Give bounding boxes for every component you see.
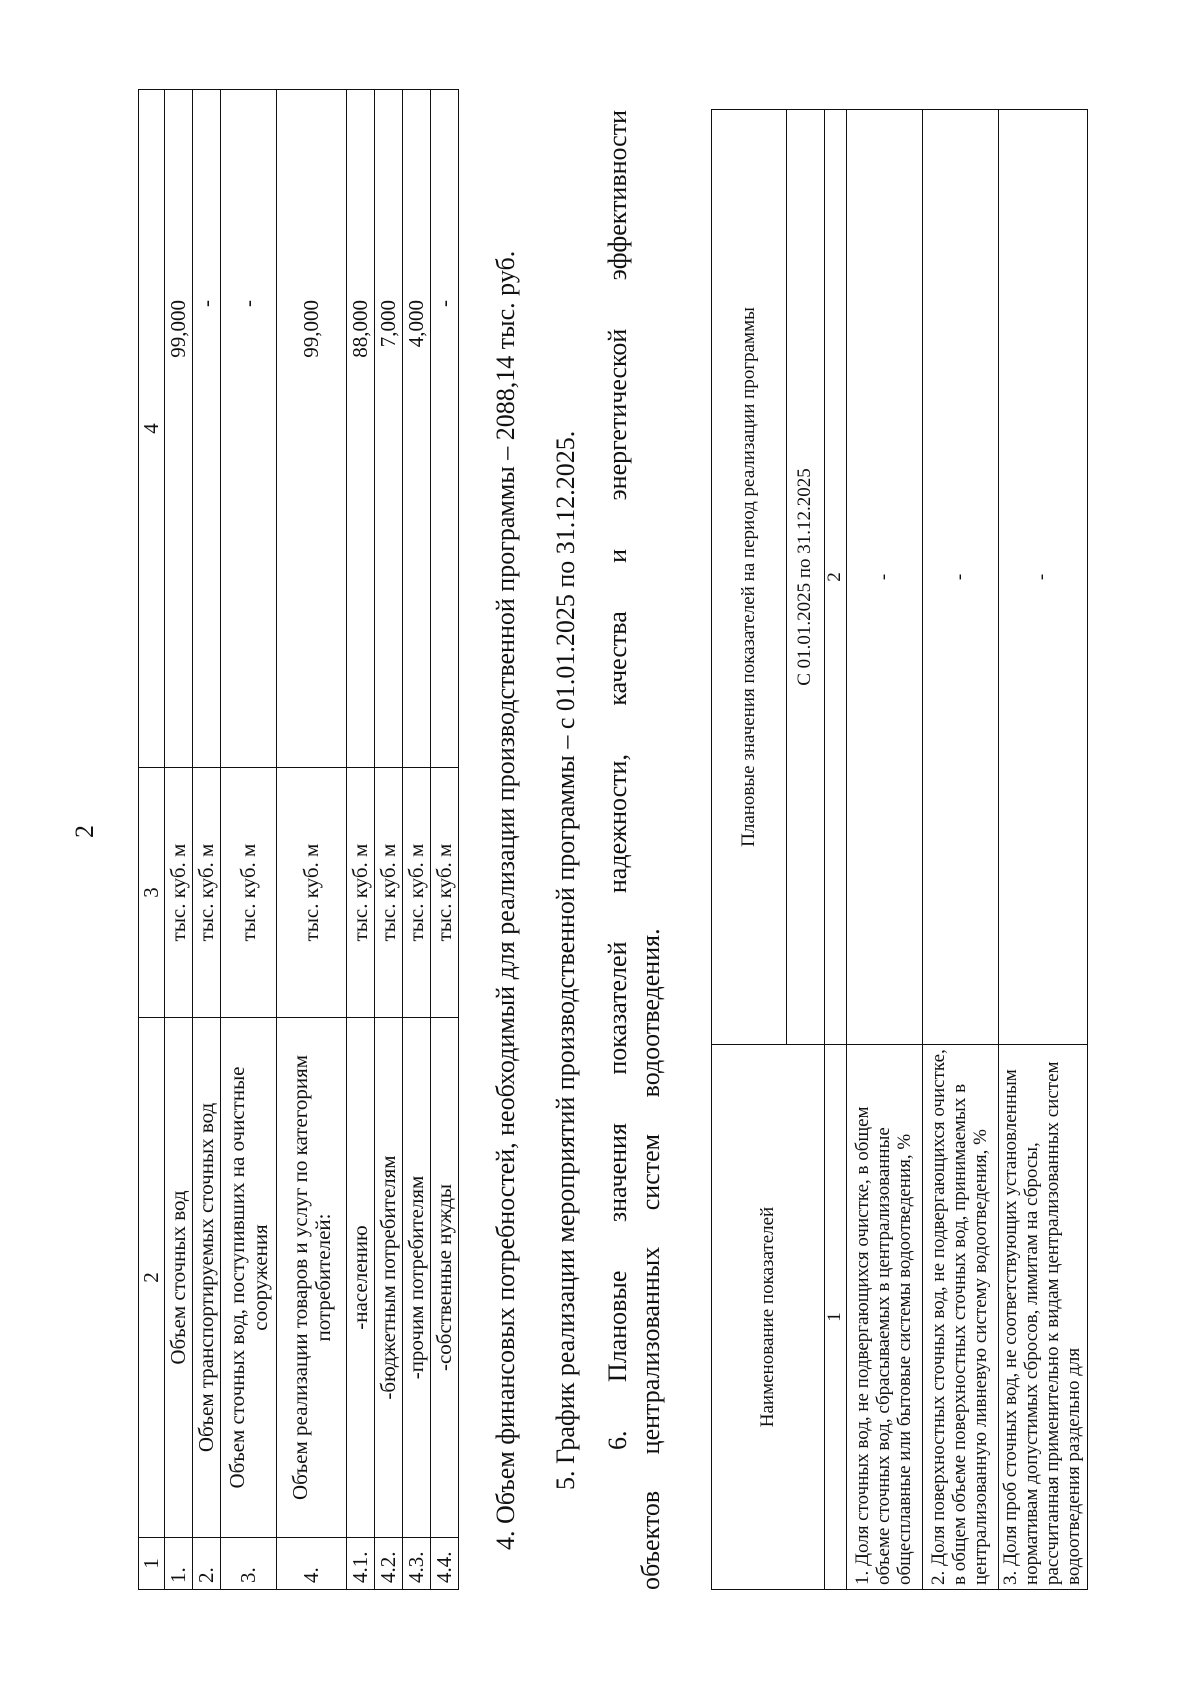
indicator-name: 2. Доля поверхностных сточных вод, не подвергающихся очистке, в общем объеме поверхностных сточных вод, принимаемых в централизованную ливневую систему водоотведения, % [923,1045,999,1590]
table-row [193,90,221,1590]
row-number: 1. [165,1538,193,1590]
row-value: 7,000 [375,90,403,768]
page-number: 2 [70,825,99,838]
row-name: Объем сточных вод [165,1018,193,1538]
table-row [347,90,375,1590]
row-value: - [431,90,459,768]
table-header-cell: 4 [139,90,165,768]
row-value: - [193,90,221,768]
row-number: 4.1. [347,1538,375,1590]
table-row [431,90,459,1590]
column-index: 1 [825,1045,847,1590]
row-name: Объем реализации товаров и услуг по категориям потребителей: [277,1018,347,1538]
table-row [923,110,999,1590]
row-number: 2. [193,1538,221,1590]
row-number: 4.4. [431,1538,459,1590]
table-row [221,90,277,1590]
period-header: С 01.01.2025 по 31.12.2025 [787,110,825,1045]
indicator-value: - [923,110,999,1045]
table-header-row [712,110,787,1590]
financial-needs-paragraph: 4. Объем финансовых потребностей, необходимый для реализации производственной программы – 2088,14 тыс. руб. [491,250,520,1550]
row-number: 4.3. [403,1538,431,1590]
column-index: 2 [825,110,847,1045]
row-name: Объем транспортируемых сточных вод [193,1018,221,1538]
table-row [277,90,347,1590]
table-header-cell: 3 [139,768,165,1018]
row-unit: тыс. куб. м [277,768,347,1018]
plan-values-header: Плановые значения показателей на период реализации программы [712,110,787,1045]
row-unit: тыс. куб. м [403,768,431,1018]
indicators-paragraph [602,110,667,1590]
indicator-name: 3. Доля проб сточных вод, не соответствующих установленным нормативам допустимых сбросов, лимитам на сбросы, рассчитанная применительно к видам централизованных систем водоотведения раздельно для [999,1045,1088,1590]
indicator-value: - [999,110,1088,1045]
indicator-name-header: Наименование показателей [712,1045,825,1590]
row-unit: тыс. куб. м [375,768,403,1018]
row-name: -бюджетным потребителям [375,1018,403,1538]
row-unit: тыс. куб. м [221,768,277,1018]
table-header-cell: 2 [139,1018,165,1538]
rotated-page-content [138,70,1084,1590]
row-name: Объем сточных вод, поступивших на очистные сооружения [221,1018,277,1538]
production-volume-table [138,89,459,1590]
row-name: -населению [347,1018,375,1538]
indicator-value: - [847,110,923,1045]
table-row [999,110,1088,1590]
table-header-cell: 1 [139,1538,165,1590]
row-value: 99,000 [277,90,347,768]
row-name: -прочим потребителям [403,1018,431,1538]
row-unit: тыс. куб. м [347,768,375,1018]
row-value: 88,000 [347,90,375,768]
row-number: 4. [277,1538,347,1590]
schedule-paragraph: 5. График реализации мероприятий производственной программы – с 01.01.2025 по 31.12.2025. [551,430,580,1490]
table-index-row [825,110,847,1590]
row-value: - [221,90,277,768]
row-unit: тыс. куб. м [193,768,221,1018]
table-row [847,110,923,1590]
table-row [165,90,193,1590]
row-name: -собственные нужды [431,1018,459,1538]
row-number: 3. [221,1538,277,1590]
table-header-row [139,90,165,1590]
table-row [375,90,403,1590]
indicator-name: 1. Доля сточных вод, не подвергающихся очистке, в общем объеме сточных вод, сбрасываемых в централизованные общесплавные или бытовые системы водоотведения, % [847,1045,923,1590]
row-value: 99,000 [165,90,193,768]
row-number: 4.2. [375,1538,403,1590]
indicators-paragraph-text: 6. Плановые значения показателей надежности, качества и энергетической эффективности объектов централизованных систем водоотведения. [603,110,665,1590]
row-unit: тыс. куб. м [165,768,193,1018]
table-row [403,90,431,1590]
row-unit: тыс. куб. м [431,768,459,1018]
row-value: 4,000 [403,90,431,768]
indicators-table [711,109,1088,1590]
